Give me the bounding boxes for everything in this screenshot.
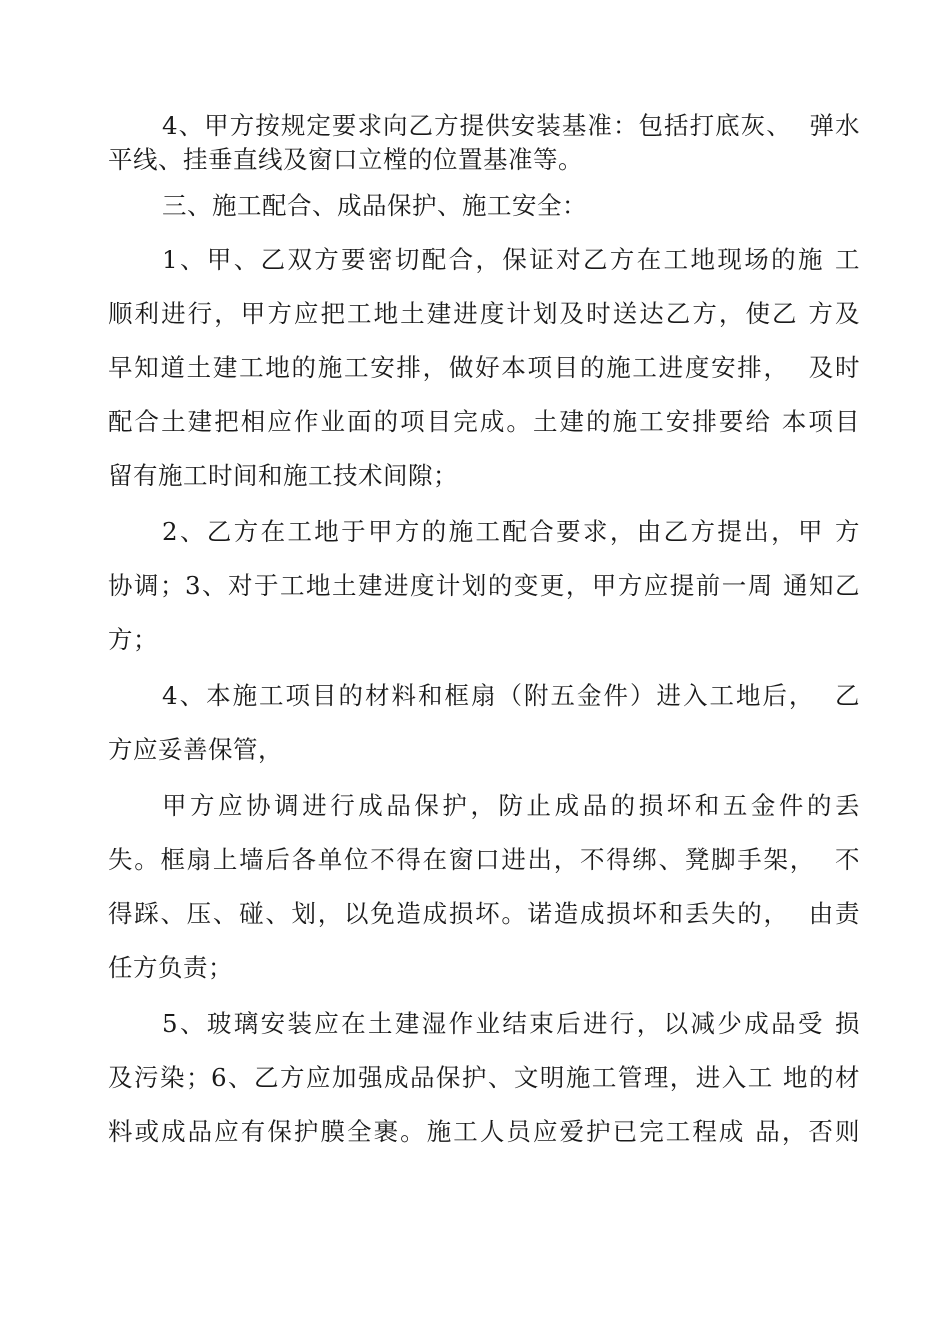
paragraph-4-line-1: 2、乙方在工地于甲方的施工配合要求，由乙方提出，甲 方: [162, 517, 860, 546]
paragraph-5-line-2: 方应妥善保管，: [108, 735, 283, 764]
paragraph-6-line-3: 得踩、压、碰、划，以免造成损坏。诺造成损坏和丢失的， 由责: [108, 899, 860, 928]
paragraph-5-line-1: 4、本施工项目的材料和框扇（附五金件）进入工地后， 乙: [162, 681, 860, 710]
paragraph-6-line-2: 失。框扇上墙后各单位不得在窗口进出，不得绑、凳脚手架， 不: [108, 845, 860, 874]
paragraph-4-line-3: 方；: [108, 625, 158, 654]
paragraph-6-line-1: 甲方应协调进行成品保护，防止成品的损坏和五金件的丢: [162, 791, 860, 820]
paragraph-3-line-3: 早知道土建工地的施工安排，做好本项目的施工进度安排， 及时: [108, 353, 860, 382]
paragraph-3-line-4: 配合土建把相应作业面的项目完成。土建的施工安排要给 本项目: [108, 407, 860, 436]
paragraph-7-line-1: 5、玻璃安装应在土建湿作业结束后进行，以减少成品受 损: [162, 1009, 860, 1038]
paragraph-7-line-2: 及污染；6、乙方应加强成品保护、文明施工管理，进入工 地的材: [108, 1063, 860, 1092]
paragraph-7-line-3: 料或成品应有保护膜全裹。施工人员应爱护已完工程成 品，否则: [108, 1117, 860, 1146]
paragraph-4-line-2: 协调；3、对于工地土建进度计划的变更，甲方应提前一周 通知乙: [108, 571, 860, 600]
paragraph-3-line-5: 留有施工时间和施工技术间隙；: [108, 461, 458, 490]
paragraph-6-line-4: 任方负责；: [108, 953, 233, 982]
paragraph-3-line-1: 1、甲、乙双方要密切配合，保证对乙方在工地现场的施 工: [162, 245, 860, 274]
section-heading: 三、施工配合、成品保护、施工安全：: [162, 191, 587, 220]
paragraph-1-line-1: 4、甲方按规定要求向乙方提供安装基准：包括打底灰、 弹水: [162, 111, 860, 140]
paragraph-3-line-2: 顺利进行，甲方应把工地土建进度计划及时送达乙方，使乙 方及: [108, 299, 860, 328]
paragraph-1-line-2: 平线、挂垂直线及窗口立樘的位置基准等。: [108, 145, 583, 174]
